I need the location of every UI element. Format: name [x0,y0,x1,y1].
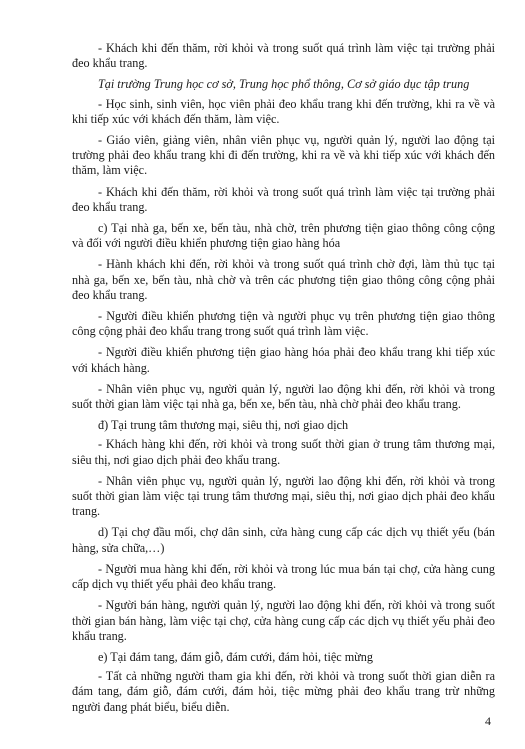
paragraph: - Nhân viên phục vụ, người quản lý, người lao động khi đến, rời khỏi và trong suốt thời gian làm việc tại nhà ga, bến xe, bến tàu, nhà chờ phải đeo khẩu trang. [72,381,495,412]
paragraph: - Hành khách khi đến, rời khỏi và trong suốt quá trình chờ đợi, làm thủ tục tại nhà ga, bến xe, bến tàu, nhà chờ và trên các phương tiện giao thông công cộng phải đeo khẩu trang. [72,257,495,302]
paragraph: - Học sinh, sinh viên, học viên phải đeo khẩu trang khi đến trường, khi ra về và khi tiếp xúc với khách đến thăm, làm việc. [72,96,495,126]
paragraph: - Khách hàng khi đến, rời khỏi và trong suốt thời gian ở trung tâm thương mại, siêu thị, nơi giao dịch phải đeo khẩu trang. [72,437,495,467]
paragraph: - Khách khi đến thăm, rời khỏi và trong suốt quá trình làm việc tại trường phải đeo khẩu trang. [72,41,495,71]
paragraph: - Nhân viên phục vụ, người quản lý, người lao động khi đến, rời khỏi và trong suốt thời gian làm việc tại trung tâm thương mại, siêu thị, nơi giao dịch phải đeo khẩu trang. [72,473,495,519]
paragraph: - Người điều khiển phương tiện giao hàng hóa phải đeo khẩu trang khi tiếp xúc với khách hàng. [72,345,495,375]
paragraph: - Khách khi đến thăm, rời khỏi và trong suốt quá trình làm việc tại trường phải đeo khẩu trang. [72,184,495,214]
paragraph: - Giáo viên, giảng viên, nhân viên phục vụ, người quản lý, người lao động tại trường phải đeo khẩu trang khi đi đến trường, khi ra về và khi tiếp xúc với khách đến thăm, làm việc. [72,133,495,178]
section-heading: c) Tại nhà ga, bến xe, bến tàu, nhà chờ, trên phương tiện giao thông công cộng và đối với người điều khiển phương tiện giao hàng hóa [72,221,495,251]
document-body [72,41,495,721]
section-heading: d) Tại chợ đầu mối, chợ dân sinh, cửa hàng cung cấp các dịch vụ thiết yếu (bán hàng, sửa chữa,…) [72,525,495,555]
paragraph: - Người mua hàng khi đến, rời khỏi và trong lúc mua bán tại chợ, cửa hàng cung cấp dịch vụ thiết yếu phải đeo khẩu trang. [72,561,495,592]
section-heading: e) Tại đám tang, đám giỗ, đám cưới, đám hỏi, tiệc mừng [98,649,373,664]
paragraph: - Tất cả những người tham gia khi đến, rời khỏi và trong suốt thời gian diễn ra đám tang, đám giỗ, đám cưới, đám hỏi, tiệc mừng phải đeo khẩu trang trừ những người đang phát biểu, biểu diễn. [72,669,495,714]
paragraph: - Người bán hàng, người quản lý, người lao động khi đến, rời khỏi và trong suốt thời gian bán hàng, làm việc tại chợ, cửa hàng cung cấp các dịch vụ thiết yếu phải đeo khẩu trang. [72,598,495,643]
section-heading-italic: Tại trường Trung học cơ sở, Trung học phổ thông, Cơ sở giáo dục tập trung [98,77,470,92]
section-heading: đ) Tại trung tâm thương mại, siêu thị, nơi giao dịch [98,418,349,433]
paragraph: - Người điều khiển phương tiện và người phục vụ trên phương tiện giao thông công cộng phải đeo khẩu trang trong suốt quá trình làm việc. [72,309,495,339]
page-number: 4 [485,714,491,728]
